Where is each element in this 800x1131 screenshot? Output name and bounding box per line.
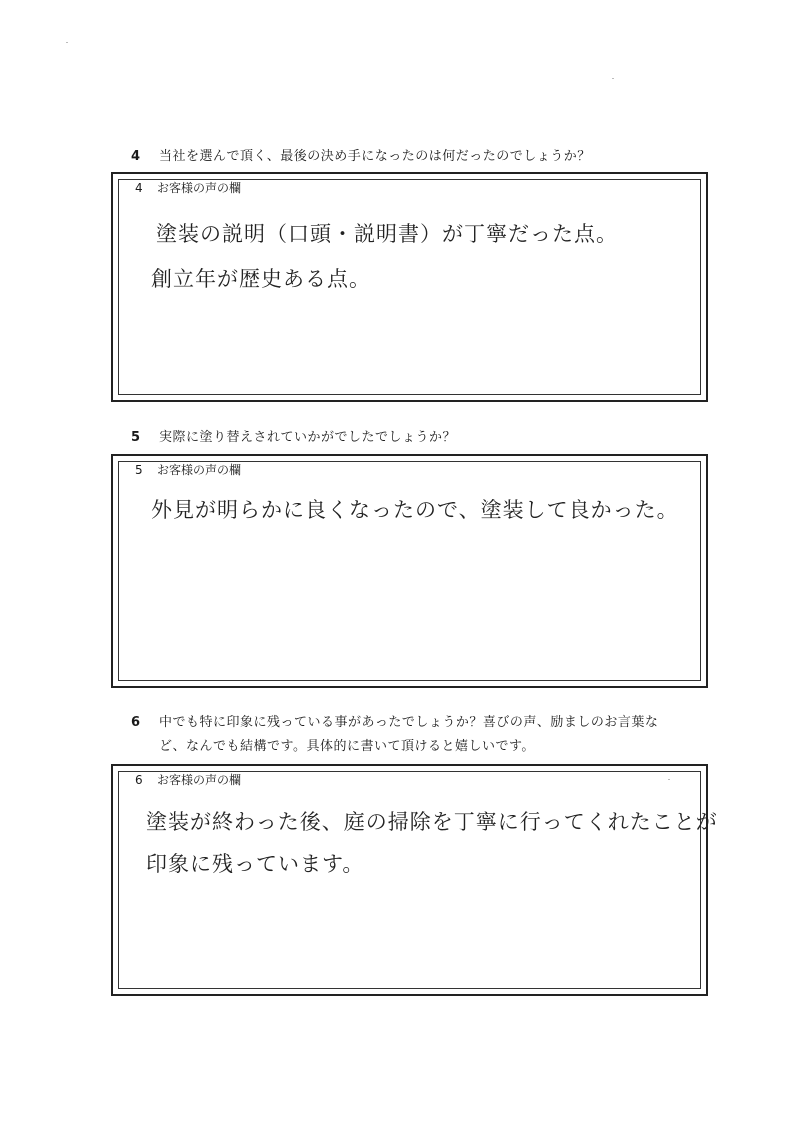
answer-line: 印象に残っています。	[146, 852, 365, 876]
question-text: 中でも特に印象に残っている事があったでしょうか？喜びの声、励ましのお言葉な	[159, 715, 659, 730]
question-text: 実際に塗り替えされていかがでしたでしょうか？	[159, 430, 457, 445]
box-number: 6	[135, 773, 143, 787]
box-label-text: お客様の声の欄	[157, 773, 242, 787]
question-5	[131, 427, 456, 449]
answer-box-6	[111, 764, 718, 996]
answer-box-label	[135, 772, 241, 788]
scan-speck	[612, 78, 614, 79]
box-label-text: お客様の声の欄	[157, 463, 242, 477]
question-text: 当社を選んで頂く、最後の決め手になったのは何だったのでしょうか？	[159, 149, 591, 164]
scan-speck	[66, 42, 68, 43]
box-label-text: お客様の声の欄	[157, 181, 242, 195]
answer-box-label	[135, 180, 241, 196]
question-number: 6	[131, 715, 141, 730]
answer-box-inner	[118, 771, 701, 989]
answer-box-4	[111, 172, 708, 402]
question-6-continued	[131, 736, 535, 758]
answer-box-5	[111, 454, 708, 688]
box-number: 5	[135, 463, 143, 477]
question-text-continued: ど、なんでも結構です。具体的に書いて頂けると嬉しいです。	[159, 739, 535, 754]
question-4	[131, 146, 591, 168]
answer-line: 塗装の説明（口頭・説明書）が丁寧だった点。	[156, 222, 618, 246]
question-number: 5	[131, 430, 141, 445]
answer-line: 創立年が歴史ある点。	[151, 267, 371, 291]
answer-box-label	[135, 462, 241, 478]
question-6	[131, 712, 658, 734]
answer-line: 塗装が終わった後、庭の掃除を丁寧に行ってくれたことが	[146, 810, 718, 834]
answer-line: 外見が明らかに良くなったので、塗装して良かった。	[151, 498, 679, 522]
question-number: 4	[131, 149, 141, 164]
box-number: 4	[135, 181, 143, 195]
scan-speck	[668, 779, 670, 780]
